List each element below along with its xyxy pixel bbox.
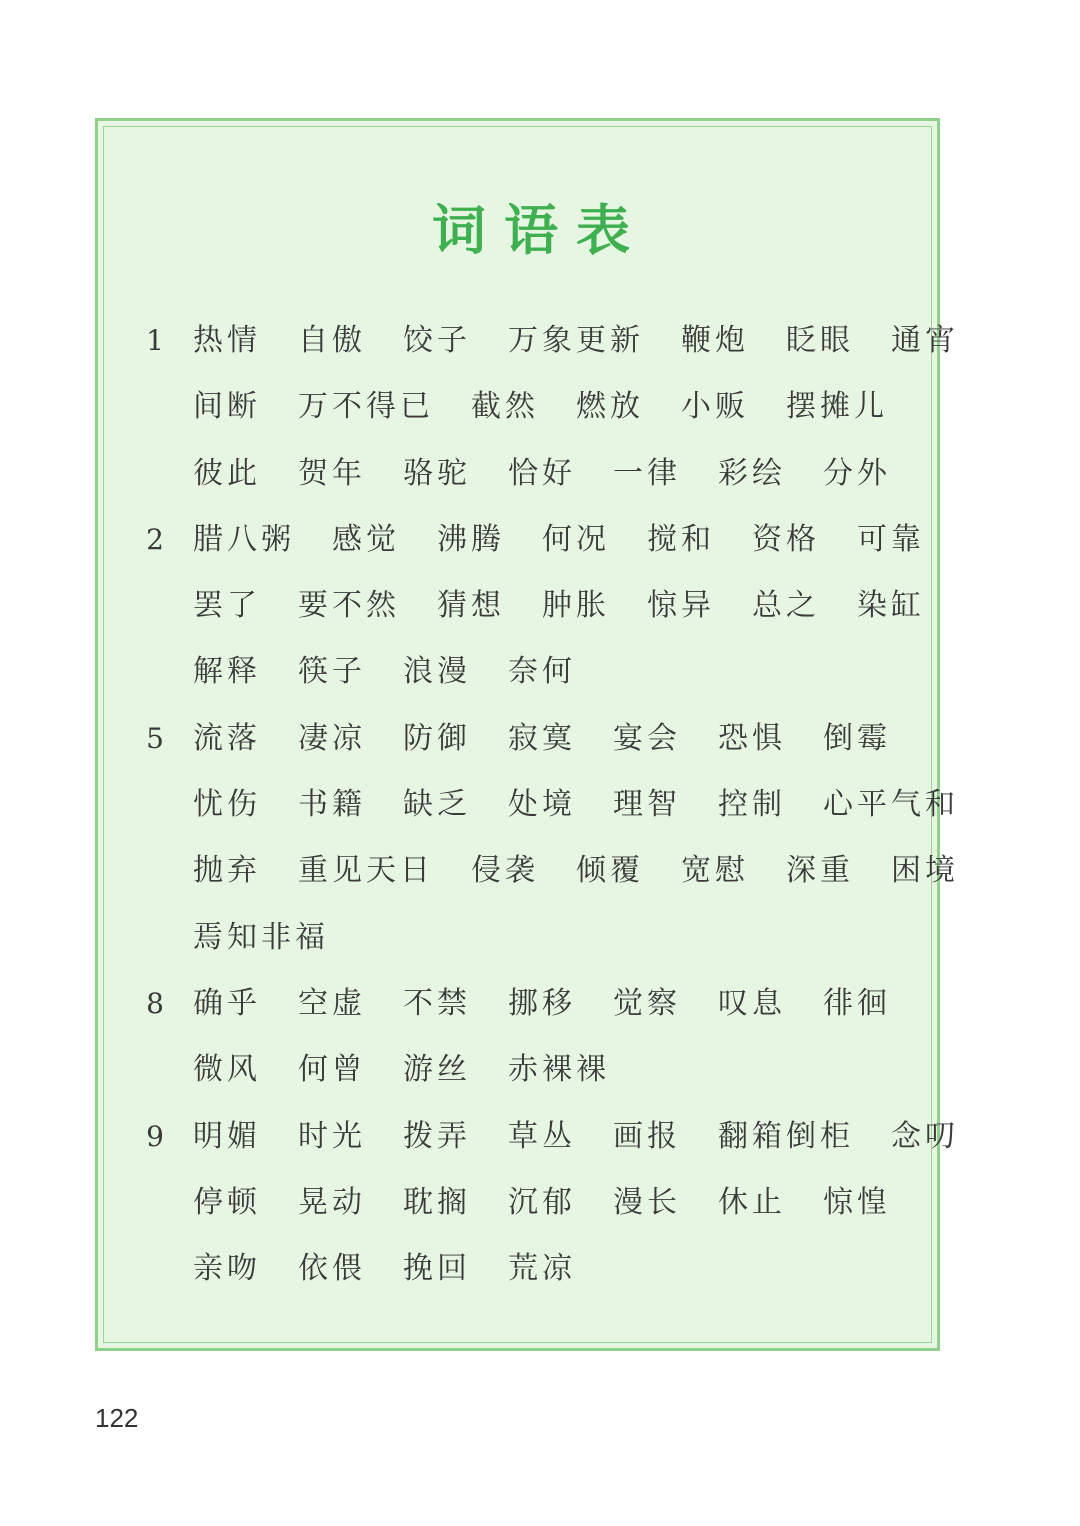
vocabulary-word: 晃动 [298,1184,366,1220]
word-row [193,1236,933,1302]
word-row [193,838,959,904]
vocabulary-word: 染缸 [857,588,925,624]
vocabulary-word: 不禁 [403,986,471,1021]
word-row [193,507,933,573]
vocabulary-word: 通宵 [891,323,959,358]
vocabulary-word: 游丝 [403,1052,471,1088]
vocabulary-word: 觉察 [613,986,681,1021]
vocabulary-word: 空虚 [298,986,366,1021]
vocabulary-word: 拨弄 [403,1118,471,1154]
vocabulary-word: 微风 [193,1052,261,1088]
vocabulary-word: 赤裸裸 [508,1052,610,1088]
vocabulary-word: 要不然 [298,588,400,624]
vocabulary-word: 恐惧 [718,720,786,756]
vocabulary-word: 徘徊 [823,986,891,1021]
vocabulary-word: 可靠 [857,521,925,557]
vocabulary-word: 鞭炮 [681,323,749,358]
vocabulary-word: 沉郁 [508,1184,576,1220]
word-row [193,1037,933,1103]
vocabulary-word: 饺子 [403,323,471,358]
vocabulary-word: 彩绘 [718,455,786,491]
word-row [193,308,959,374]
word-row [193,441,933,507]
vocabulary-word: 倒霉 [823,720,891,756]
vocabulary-word: 宽慰 [681,853,749,889]
vocabulary-word: 总之 [752,588,820,624]
lesson-word-rows [193,308,959,507]
word-row [193,971,933,1037]
lesson-word-rows [193,971,933,1104]
vocabulary-word: 防御 [403,720,471,756]
vocabulary-word: 惊异 [647,588,715,624]
vocabulary-word: 罢了 [193,588,261,624]
vocabulary-word: 万象更新 [508,323,644,358]
vocabulary-word: 荒凉 [508,1251,576,1287]
vocabulary-word: 猜想 [437,588,505,624]
vocabulary-word: 燃放 [576,389,644,425]
vocabulary-word: 自傲 [298,323,366,358]
vocabulary-word: 控制 [718,787,786,823]
vocabulary-word: 挪移 [508,986,576,1021]
vocabulary-word: 重见天日 [298,853,434,889]
vocabulary-word: 书籍 [298,787,366,823]
vocabulary-word: 深重 [786,853,854,889]
lesson-number: 9 [146,1119,164,1153]
vocabulary-word: 摆摊儿 [786,389,888,425]
vocabulary-word: 心平气和 [823,787,959,823]
vocabulary-word: 小贩 [681,389,749,425]
word-row [193,639,933,705]
page-number: 122 [95,1403,139,1433]
lesson-number: 1 [146,324,164,357]
vocabulary-word: 何曾 [298,1052,366,1088]
vocabulary-word: 腊八粥 [193,521,295,557]
vocabulary-word: 热情 [193,323,261,358]
vocabulary-word: 万不得已 [298,389,434,425]
vocabulary-word: 解释 [193,654,261,690]
vocabulary-word: 确乎 [193,986,261,1021]
vocabulary-word: 搅和 [647,521,715,557]
lesson-number: 2 [146,522,164,556]
vocabulary-word: 筷子 [298,654,366,690]
vocabulary-word: 抛弃 [193,853,261,889]
vocabulary-word: 寂寞 [508,720,576,756]
vocabulary-word: 处境 [508,787,576,823]
word-row [193,706,933,772]
word-row [193,772,959,838]
vocabulary-word: 贺年 [298,455,366,491]
vocabulary-word: 念叨 [891,1118,959,1154]
vocabulary-word: 侵袭 [471,853,539,889]
vocabulary-word: 忧伤 [193,787,261,823]
vocabulary-word: 眨眼 [786,323,854,358]
lesson-word-rows [193,706,959,971]
vocabulary-word: 彼此 [193,455,261,491]
lesson-number: 5 [146,721,164,755]
vocabulary-word: 资格 [752,521,820,557]
vocabulary-word: 分外 [823,455,891,491]
vocabulary-word: 宴会 [613,720,681,756]
word-row [193,1104,959,1170]
vocabulary-word: 焉知非福 [193,919,329,955]
vocabulary-word: 奈何 [508,654,576,690]
vocabulary-word: 依偎 [298,1251,366,1287]
vocabulary-word: 时光 [298,1118,366,1154]
word-row [193,905,933,971]
vocabulary-word: 间断 [193,389,261,425]
vocabulary-word: 肿胀 [542,588,610,624]
word-row [193,374,933,440]
vocabulary-word: 流落 [193,720,261,756]
lesson-word-rows [193,1104,959,1303]
vocabulary-word: 亲吻 [193,1251,261,1287]
vocabulary-word: 恰好 [508,455,576,491]
vocabulary-word: 骆驼 [403,455,471,491]
vocabulary-word: 耽搁 [403,1184,471,1220]
lesson-word-rows [193,507,933,706]
vocabulary-word: 叹息 [718,986,786,1021]
word-row [193,1170,933,1236]
word-row [193,573,933,639]
vocabulary-word: 沸腾 [437,521,505,557]
vocabulary-word: 挽回 [403,1251,471,1287]
vocabulary-word: 感觉 [332,521,400,557]
vocabulary-word: 困境 [891,853,959,889]
vocabulary-word: 停顿 [193,1184,261,1220]
vocabulary-word: 凄凉 [298,720,366,756]
vocabulary-word: 画报 [613,1118,681,1154]
lesson-number: 8 [146,987,164,1020]
vocabulary-word: 漫长 [613,1184,681,1220]
vocabulary-word: 明媚 [193,1118,261,1154]
vocabulary-word: 草丛 [508,1118,576,1154]
vocabulary-word: 理智 [613,787,681,823]
vocabulary-word: 何况 [542,521,610,557]
vocabulary-word: 缺乏 [403,787,471,823]
vocabulary-word: 浪漫 [403,654,471,690]
vocabulary-word: 截然 [471,389,539,425]
vocabulary-word: 休止 [718,1184,786,1220]
page-title: 词语表 [432,198,648,262]
vocabulary-word: 惊惶 [823,1184,891,1220]
vocabulary-word: 一律 [613,455,681,491]
vocabulary-word: 倾覆 [576,853,644,889]
vocabulary-word: 翻箱倒柜 [718,1118,854,1154]
